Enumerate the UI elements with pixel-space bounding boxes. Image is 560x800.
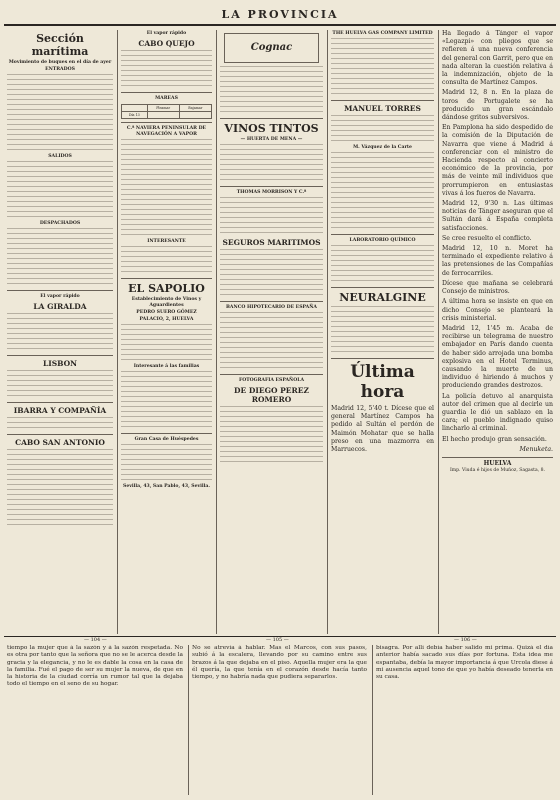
ship-lisbon: LISBON	[42, 359, 78, 368]
news-paragraph-11: El hecho produjo gran sensación.	[442, 435, 547, 443]
tides-col-pleamar: Pleamar	[147, 105, 179, 112]
serial-column-3	[372, 645, 556, 795]
news-paragraph-2: Madrid 12, 8 n. En la plaza de toros de Portugalete se ha producido un gran escándalo dándose gritos subversivos.	[442, 89, 553, 122]
tides-table	[121, 104, 212, 119]
news-paragraph-3: En Pamplona ha sido despedido de la comisión de la Diputación de Navarra que viene á Madrid á conferenciar con el ministro de Hacienda respecto al concierto económico de la provincia, por más de veinte mil individuos que prorrumpieron en entusiastas vivas á los fueros de Navarra.	[442, 124, 553, 197]
column-ads-3	[327, 30, 437, 634]
fotografo-name: DE DIEGO PEREZ ROMERO	[234, 386, 309, 404]
column-ads-2	[216, 30, 326, 634]
entrados-label: ENTRADOS	[45, 67, 75, 72]
despachados-label: DESPACHADOS	[39, 221, 81, 226]
thomas-morrison: THOMAS MORRISON Y C.ª	[236, 190, 307, 195]
tides-col-bajamar: Bajamar	[179, 105, 211, 112]
sapolio-address: PALACIO, 2, HUELVA	[139, 317, 194, 322]
news-paragraph-8: A última hora se insiste en que en dicho Consejo se planteará la crisis ministerial.	[442, 298, 553, 322]
masthead	[4, 4, 556, 26]
vapor-label-2: El vapor rápido	[146, 31, 187, 36]
salidos-label: SALIDOS	[48, 154, 72, 159]
serial-text-3: bisagra. Por allí debía haber salido mi prima. Quizá el día anterior había sacado sus días por fortuna. Esta idea me espantaba, debía la mayor importancia á que Urcola diese á mi ausencia aquel tono de que yo había deseado tenerla en su casa.	[376, 645, 553, 681]
interesante-familias: Interesante á las familias	[133, 364, 200, 369]
news-paragraph-6: Madrid 12, 10 n. Moret ha terminado el expediente relativo á las pretensiones de las Compañías de ferrocarriles.	[442, 245, 553, 277]
sapolio-owner: PEDRO SUERO GÓMEZ	[136, 310, 197, 315]
ultima-hora-text: Madrid 12, 5'40 t. Dícese que el general Martínez Campos ha pedido al Sultán el perdón de Maimón Mohatar que se halla preso en una mazmorra en Marruecos.	[331, 405, 434, 454]
newspaper-title: LA PROVINCIA	[221, 7, 339, 21]
casa-huespedes: Gran Casa de Huéspedes	[134, 437, 199, 442]
serial-column-1	[4, 645, 186, 795]
column-news	[438, 30, 556, 634]
ultima-hora-heading: Última hora	[350, 362, 415, 402]
news-paragraph-1: Ha llegado á Tánger el vapor «Legazpi» con pliegos que se refieren á una nueva conferencia del general con Garrit, pero que en nada alteran la cuestión relativa á la indemnización, objeto de la consulta de Martínez Campos.	[442, 30, 554, 87]
vapor-label: El vapor rápido	[40, 294, 80, 299]
news-paragraph-7: Dícese que mañana se celebrará Consejo de ministros.	[442, 279, 553, 296]
maritime-subheading: Movimiento de buques en el día de ayer	[8, 60, 112, 65]
sapolio-subheading: Establecimiento de Vinos y Aguardientes	[131, 297, 202, 308]
serial-strip	[4, 636, 556, 796]
maritime-heading: Sección marítima	[31, 32, 89, 58]
gas-company: THE HUELVA GAS COMPANY LIMITED	[332, 31, 433, 36]
laboratorio-quimico: LABORATORIO QUÍMICO	[349, 238, 416, 243]
ship-cabo-quejo: CABO QUEJO	[138, 39, 195, 48]
seguros-maritimos: SEGUROS MARITIMOS	[222, 238, 321, 247]
columns	[4, 30, 556, 634]
neuralgine-heading: NEURALGINE	[339, 291, 426, 304]
fotografia-heading: FOTOGRAFIA ESPAÑOLA	[238, 378, 305, 383]
sapolio-heading: EL SAPOLIO	[128, 282, 205, 295]
news-paragraph-5: Se cree resuelto el conflicto.	[442, 234, 532, 242]
tides-day: Día 13	[122, 112, 148, 119]
page-number-1: — 104 —	[84, 637, 107, 643]
page-number-2: — 105 —	[266, 637, 289, 643]
column-maritime	[4, 30, 116, 634]
naviera-company: C.ª NAVIERA PENINSULAR DE NAVEGACIÓN A VAPOR	[126, 126, 207, 137]
page-number-3: — 106 —	[454, 637, 477, 643]
column-ads-1	[117, 30, 215, 634]
city-name: HUELVA	[483, 459, 512, 467]
serial-column-2	[188, 645, 370, 795]
huerta-mena: — HUERTA DE MENA —	[240, 137, 303, 142]
ship-cabo-san-antonio: CABO SAN ANTONIO	[15, 438, 105, 447]
cognac-logo-text: Cognac	[250, 41, 293, 53]
ship-ibarra: IBARRA Y COMPAÑÍA	[13, 406, 107, 415]
ship-la-giralda: LA GIRALDA	[33, 302, 87, 311]
signature: Menuketa.	[519, 445, 553, 453]
imprint: Imp. Viuda é hijos de Muñoz, Sagasta, 8.	[449, 467, 546, 473]
news-paragraph-9: Madrid 12, 1'45 m. Acaba de recibirse un telegrama de nuestro embajador en París dando cuenta de haber sido arrojada una bomba explosiva en el Hotel Terminus, causando la muerte de un individuo é hiriendo á muchos y produciendo grandes destrozos.	[442, 324, 553, 390]
cognac-logo	[224, 33, 319, 63]
interesante-heading: INTERESANTE	[147, 239, 186, 244]
casa-address: Sevilla, 43, San Pablo, 43, Sevilla.	[123, 484, 210, 489]
tides-col-empty	[122, 105, 148, 112]
news-paragraph-10: La policía detuvo al anarquista autor del crimen que al decirle un guardia le dió un sablazo en la cara; el pueblo indignado quiso lincharlo al criminal.	[442, 392, 553, 433]
news-paragraph-4: Madrid 12, 9'30 n. Las últimas noticias de Tánger aseguran que el Sultán dará á España completa satisfacciones.	[442, 200, 553, 232]
vazquez-carte: M. Vázquez de la Carte	[353, 145, 412, 150]
banco-hipotecario: BANCO HIPOTECARIO DE ESPAÑA	[226, 305, 317, 310]
vinos-heading: VINOS TINTOS	[224, 122, 319, 135]
serial-text-1: tiempo la mujer que á la sazón y á la sazón respetada. No es otra por tanto que la señora que no se le acerca desde la gracia y la elegancia, y no le es dable la cosa en la casa de la familia. Fué el pago de ser su mujer la nueva, de que en la historia de la ciudad corría un rumor tal que la dejaba todo el tiempo en el seno de su hogar.	[7, 645, 183, 688]
newspaper-page	[4, 4, 556, 796]
serial-text-2: No se atrevía á hablar. Mas el Marcos, con sus pasos, subió á la escalera, llevando por su camino entre sus brazos á la que dejaba en el piso. Aquella mujer era la que él quería, la que tenía en el corazón desde hacía tanto tiempo, y no habría nada que pudiera separarlos.	[192, 645, 367, 681]
manuel-torres: MANUEL TORRES	[344, 104, 421, 113]
mareas-heading: MAREAS	[155, 96, 178, 101]
